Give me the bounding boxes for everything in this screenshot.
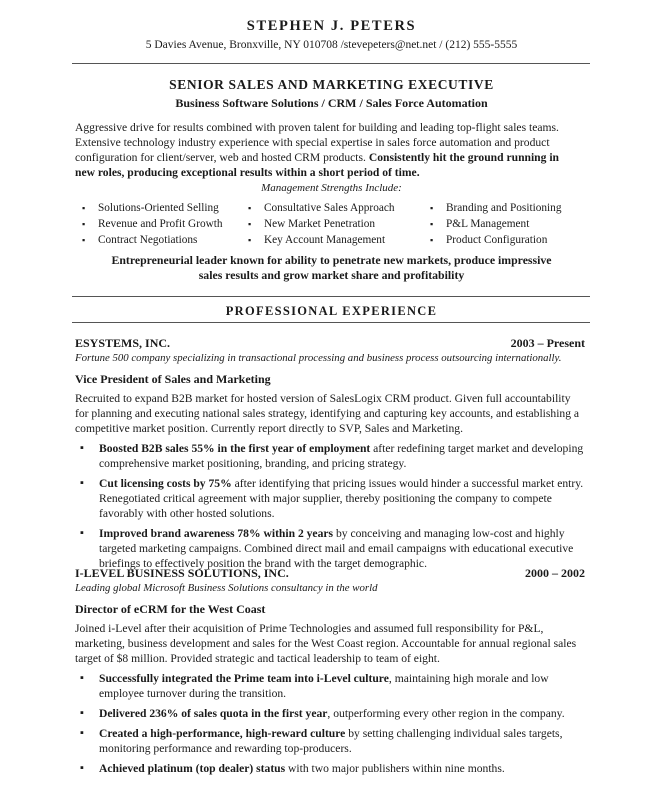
achievement-bold: Created a high-performance, high-reward culture: [99, 727, 346, 740]
achievement-bold: Improved brand awareness 78% within 2 years: [99, 527, 334, 540]
achievement-text: , maintaining high morale and low employee turnover during the transition.: [99, 672, 549, 700]
job-entry: [75, 566, 585, 781]
strength-item: ▪ Key Account Management: [264, 232, 395, 248]
achievement-text: after identifying that pricing issues would hinder a successful market entry. Renegotiated critical agreement with major supplier, thereby positioning the company to compete favorably with other hosted solutions.: [99, 477, 584, 520]
candidate-name: STEPHEN J. PETERS: [246, 18, 417, 34]
contact-info: 5 Davies Avenue, Bronxville, NY 010708 /stevepeters@net.net / (212) 555-5555: [145, 39, 518, 51]
summary-text: Aggressive drive for results combined with proven talent for building and leading top-flight sales teams. Extensive technology industry experience with special expertise in sales force automation and product configuration for client/server, web and hosted CRM products.: [75, 121, 559, 164]
strength-item: ▪ Product Configuration: [446, 232, 561, 248]
job-role: Vice President of Sales and Marketing: [75, 372, 271, 386]
achievement-text: by setting challenging individual sales targets, monitoring performance and rewarding top-producers.: [99, 727, 563, 755]
achievement-bold: Successfully integrated the Prime team into i-Level culture: [99, 672, 389, 685]
achievement-bold: Cut licensing costs by 75%: [99, 477, 232, 490]
strengths-col-3: [446, 200, 561, 248]
strength-item: ▪ P&L Management: [446, 216, 561, 232]
achievement-text: after redefining target market and developing comprehensive market positioning, branding, and pricing strategy.: [99, 442, 584, 470]
company-tagline: Leading global Microsoft Business Solutions consultancy in the world: [75, 582, 378, 594]
job-description: Recruited to expand B2B market for hosted version of SalesLogix CRM product. Given full accountability for planning and executing national sales strategy, identifying and capturing key accounts, and establishing a competitive market position. Currently report directly to SVP, Sales and Marketing.: [75, 392, 580, 435]
strength-item: ▪ Solutions-Oriented Selling: [98, 200, 223, 216]
achievement-text: with two major publishers within nine months.: [285, 762, 505, 775]
strengths-col-2: [264, 200, 395, 248]
achievement-item: [75, 706, 585, 721]
divider: [72, 322, 590, 323]
achievement-bold: Delivered 236% of sales quota in the first year: [99, 707, 328, 720]
achievement-item: [75, 671, 585, 701]
achievement-bold: Boosted B2B sales 55% in the first year of employment: [99, 442, 371, 455]
achievement-item: [75, 526, 585, 571]
strengths-heading: Management Strengths Include:: [261, 182, 402, 194]
entrepreneur-line-1: Entrepreneurial leader known for ability to penetrate new markets, produce impressive: [111, 253, 552, 267]
achievement-bold: Achieved platinum (top dealer) status: [99, 762, 286, 775]
job-description: Joined i-Level after their acquisition of Prime Technologies and assumed full responsibility for P&L, marketing, business development and sales for the West Coast region. Accountable for annual regional sales target of $8 million. Provided strategic and tactical leadership to team of eight.: [75, 622, 577, 665]
achievement-item: [75, 726, 585, 756]
achievement-text: , outperforming every other region in the company.: [327, 707, 565, 720]
job-dates: 2003 – Present: [510, 336, 585, 350]
summary-bold: Consistently hit the ground running in new roles, producing exceptional results within a short period of time.: [75, 151, 559, 179]
strength-item: ▪ Branding and Positioning: [446, 200, 561, 216]
job-entry: [75, 336, 585, 576]
company-name: I-LEVEL BUSINESS SOLUTIONS, INC.: [75, 566, 289, 580]
achievement-item: [75, 441, 585, 471]
headline-subtitle: Business Software Solutions / CRM / Sales Force Automation: [175, 96, 488, 110]
entrepreneur-line-2: sales results and grow market share and profitability: [198, 268, 465, 282]
strength-item: ▪ New Market Penetration: [264, 216, 395, 232]
summary-paragraph: [75, 120, 580, 180]
job-header: [75, 566, 585, 581]
strength-item: ▪ Consultative Sales Approach: [264, 200, 395, 216]
strengths-col-1: [98, 200, 223, 248]
divider: [72, 63, 590, 64]
company-name: ESYSTEMS, INC.: [75, 336, 171, 350]
headline-title: SENIOR SALES AND MARKETING EXECUTIVE: [169, 77, 494, 92]
job-role: Director of eCRM for the West Coast: [75, 602, 266, 616]
job-header: [75, 336, 585, 351]
entrepreneur-statement: [0, 253, 663, 283]
achievement-list: [75, 671, 585, 776]
strength-item: ▪ Revenue and Profit Growth: [98, 216, 223, 232]
achievement-item: [75, 476, 585, 521]
company-tagline: Fortune 500 company specializing in transactional processing and business process outsourcing internationally.: [75, 352, 562, 364]
strength-item: ▪ Contract Negotiations: [98, 232, 223, 248]
experience-heading: PROFESSIONAL EXPERIENCE: [225, 304, 438, 318]
achievement-text: by conceiving and managing low-cost and highly targeted marketing campaigns. Combined direct mail and email campaigns with educational executive briefings to effectively position the brand with the target demographic.: [99, 527, 574, 570]
achievement-list: [75, 441, 585, 571]
job-dates: 2000 – 2002: [525, 566, 585, 580]
achievement-item: [75, 761, 585, 776]
divider: [72, 296, 590, 297]
